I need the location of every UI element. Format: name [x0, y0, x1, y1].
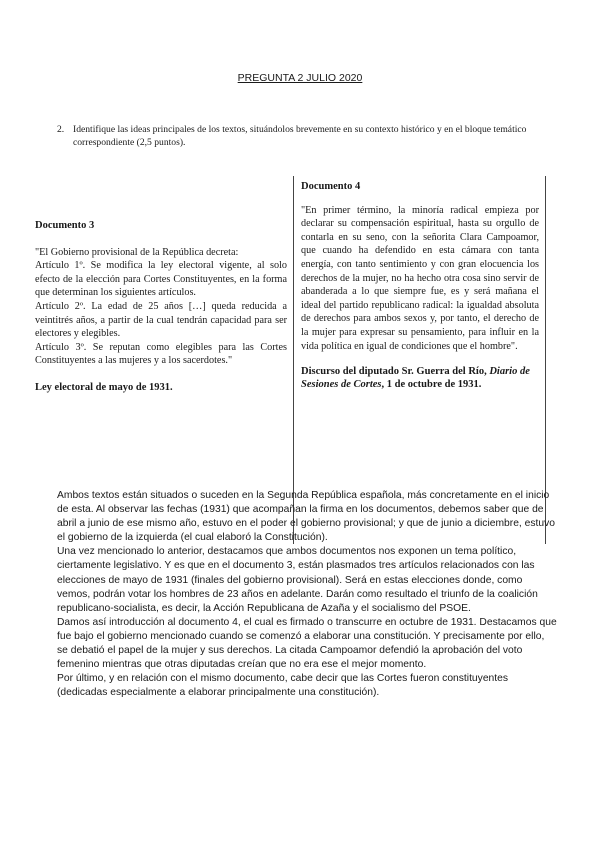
document-4-title: Documento 4 — [301, 181, 361, 192]
document-3-source: Ley electoral de mayo de 1931. — [35, 381, 173, 393]
document-4-source — [301, 365, 539, 391]
document-3-article-3: Artículo 3º. Se reputan como elegibles para las Cortes Constituyentes a las mujeres y a los sacerdotes." — [35, 341, 287, 367]
document-3-intro: "El Gobierno provisional de la República decreta: — [35, 246, 239, 258]
question-number: 2. — [57, 124, 65, 135]
document-4-source-date: , 1 de octubre de 1931. — [381, 379, 482, 391]
document-4-source-publication: Diario de Sesiones de Cortes — [301, 366, 530, 391]
question-text: Identifique las ideas principales de los textos, situándolos brevemente en su contexto histórico y en el bloque temático correspondiente (2,5 puntos). — [73, 124, 527, 148]
document-3-title: Documento 3 — [35, 220, 95, 231]
answer-paragraph: Por último, y en relación con el mismo documento, cabe decir que las Cortes fueron constituyentes (dedicadas especialmente a elaborar principalmente una constitución). — [57, 673, 509, 699]
page-title: PREGUNTA 2 JULIO 2020 — [237, 72, 363, 84]
document-4-body: "En primer término, la minoría radical empieza por declarar su compensación espiritual, hasta su orgullo de contarla en su seno, con la señorita Clara Campoamor, que cuando ha defendido en esta cámara con tanta energía, con tanto sentimiento y con gran elocuencia los derechos de la mujer, no ha hecho otra cosa sino servir de abanderada a lo que siempre fue, es y será mañana el ideal del partido republicano radical: la igualdad absoluta de derechos para ambos sexos y, por tanto, el derecho de la mujer para expresar su pensamiento, para influir en la vida política en igual de condiciones que el hombre". — [301, 204, 539, 352]
document-3-article-2: Artículo 2º. La edad de 25 años […] queda reducida a veintitrés años, a partir de la cual tendrán capacidad para ser electores y elegibles. — [35, 300, 287, 340]
document-3-article-1: Artículo 1º. Se modifica la ley electoral vigente, al solo efecto de la elección para Cortes Constituyentes, en la forma que determinan los siguientes artículos. — [35, 260, 287, 299]
answer-paragraph: Ambos textos están situados o suceden en la Segunda República española, más concretamente en el inicio de esta. Al observar las fechas (1931) que acompañan la firma en los documentos, debemos saber que de abril a junio de ese mismo año, estuvo en el poder el gobierno provisional; y que de junio a diciembre, estuvo el gobierno de la izquierda (el cual elaboró la Constitución). — [57, 490, 555, 544]
document-3 — [35, 219, 287, 395]
answer-text — [57, 489, 557, 700]
answer-paragraph: Una vez mencionado lo anterior, destacamos que ambos documentos nos exponen un tema político, ciertamente legislativo. Y es que en el documento 3, están plasmados tres artículos relacionados con las elecciones de mayo de 1931 (finales del gobierno provisional). Será en estas elecciones donde, como vemos, podrán votar los hombres de 23 años en adelante. Darán como resultado el triunfo de la coalición republicano-socialista, es decir, la Acción Republicana de Azaña y el socialismo del PSOE. — [57, 546, 538, 614]
document-4-source-prefix: Discurso del diputado Sr. Guerra del Río, — [301, 366, 487, 378]
question — [57, 124, 542, 149]
answer-paragraph: Damos así introducción al documento 4, el cual es firmado o transcurre en octubre de 1931. Destacamos que fue bajo el gobierno mencionado cuando se comenzó a elaborar una constitución. Y precisamente por ello, se debatió el papel de la mujer y sus derechos. La citada Campoamor defendió la aprobación del voto femenino mientras que otras diputadas creían que no era ese el mejor momento. — [57, 616, 557, 671]
